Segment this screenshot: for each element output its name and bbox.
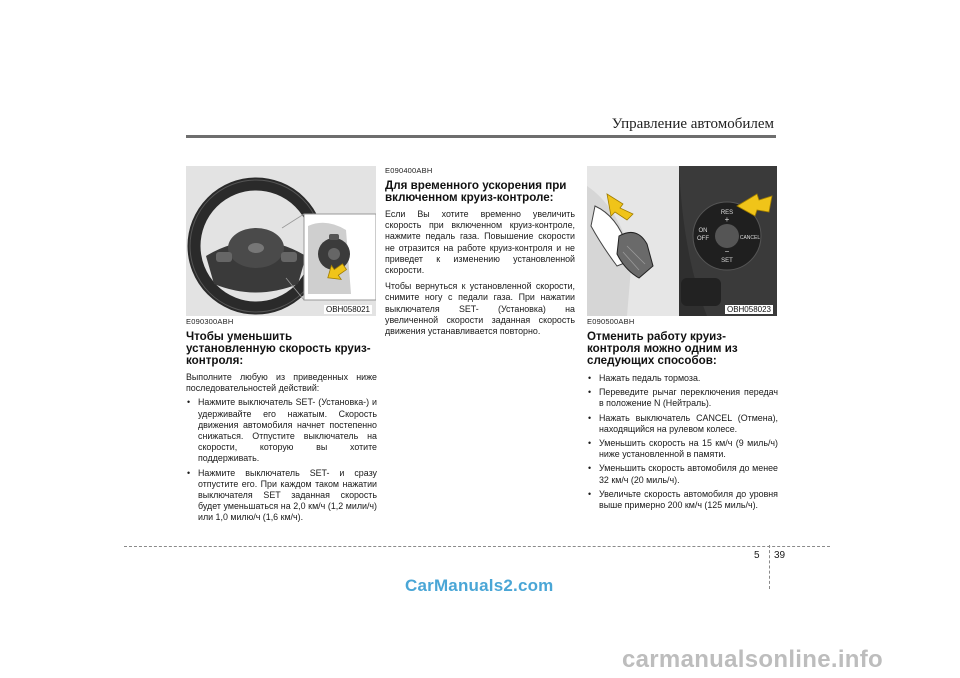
footer-divider xyxy=(769,545,770,589)
list-item: • Увеличьте скорость автомобиля до уровня выше примерно 200 км/ч (125 миль/ч). xyxy=(587,489,778,511)
steering-wheel-illustration xyxy=(186,166,376,316)
paragraph: Если Вы хотите временно увеличить скорость при включенном круиз-контроле, нажмите педаль газа. Повышение скорости не отразится на работе круиз-контроля и не приведет к изменению установленной скорости. xyxy=(385,209,575,276)
section-heading: Отменить работу круиз-контроля можно одним из следующих способов: xyxy=(587,330,738,367)
list-item: • Уменьшить скорость автомобиля до менее 32 км/ч (20 миль/ч). xyxy=(587,463,778,485)
page-number: 39 xyxy=(774,550,786,561)
list-item: • Уменьшить скорость на 15 км/ч (9 миль/ч) ниже установленной в памяти. xyxy=(587,438,778,460)
cancel-label: CANCEL xyxy=(739,235,761,241)
section-code: E090500ABH xyxy=(587,317,635,326)
minus-label: − xyxy=(724,247,730,256)
bullet-list xyxy=(186,397,377,523)
list-item: • Нажать выключатель CANCEL (Отмена), находящийся на рулевом колесе. xyxy=(587,413,778,435)
section-heading: Для временного ускорения при включенном круиз-контроле: xyxy=(385,179,567,204)
figure-code: OBH058021 xyxy=(325,305,370,314)
section-intro: Выполните любую из приведенных ниже последовательностей действий: xyxy=(186,372,377,394)
bullet-list xyxy=(587,373,778,511)
section-code: E090300ABH xyxy=(186,317,234,326)
section-code: E090400ABH xyxy=(385,166,433,175)
off-label: OFF xyxy=(697,236,709,242)
set-label: SET xyxy=(721,258,733,264)
section-heading: Чтобы уменьшить установленную скорость круиз-контроля: xyxy=(186,330,371,367)
watermark-bottom[interactable]: carmanualsonline.info xyxy=(622,646,884,673)
steering-wheel-figure xyxy=(186,166,376,316)
cruise-control-figure xyxy=(587,166,777,316)
figure-code: OBH058023 xyxy=(726,305,771,314)
section-number: 5 xyxy=(754,550,760,561)
cruise-control-illustration xyxy=(587,166,777,316)
page-header-title: Управление автомобилем xyxy=(611,116,774,132)
list-item: • Переведите рычаг переключения передач в положение N (Нейтраль). xyxy=(587,387,778,409)
watermark-top[interactable]: CarManuals2.com xyxy=(405,576,554,595)
footer-rule xyxy=(124,546,830,547)
list-item: • Нажмите выключатель SET- и сразу отпустите его. При каждом таком нажатии выключателя SET заданная скорость будет уменьшаться на 2,0 км/ч (1,2 мили/ч) или 1,0 милю/ч (1,6 км/ч). xyxy=(186,468,377,524)
paragraph: Чтобы вернуться к установленной скорости, снимите ногу с педали газа. При нажатии выключателя SET- (Установка) на увеличенной скорости заданная скорость движения устанавливается повторно. xyxy=(385,281,575,337)
list-item: • Нажмите выключатель SET- (Установка-) и удерживайте его нажатым. Скорость движения автомобиля начнет постепенно снижаться. Отпустите выключатель на скорости, которую вы хотите поддерживать. xyxy=(186,397,377,464)
on-label: ON xyxy=(698,228,708,234)
res-label: RES xyxy=(720,210,734,216)
header-rule xyxy=(186,135,776,138)
plus-label: + xyxy=(724,215,730,224)
list-item: • Нажать педаль тормоза. xyxy=(587,373,778,384)
